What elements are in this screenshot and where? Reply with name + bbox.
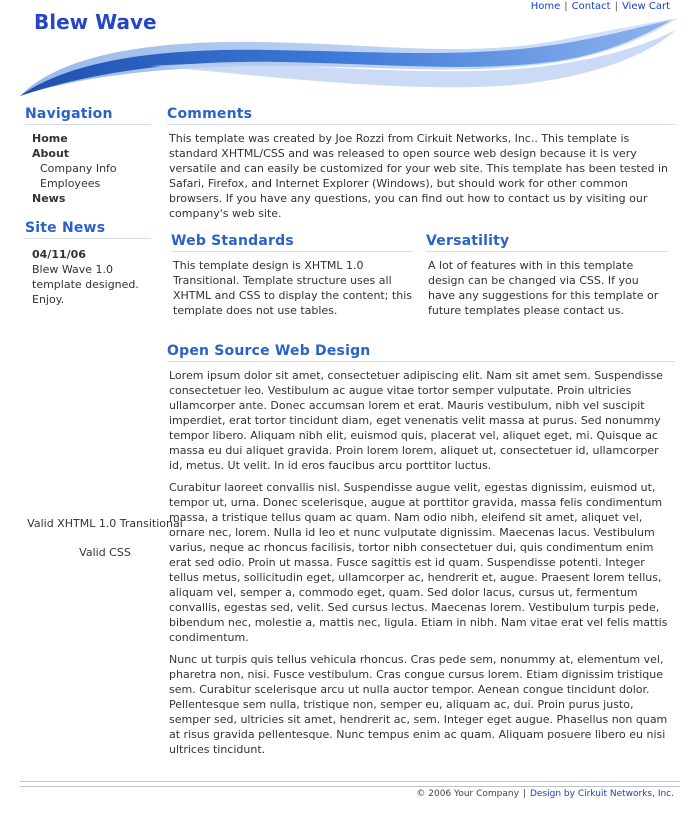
top-link-separator: |: [564, 1, 568, 12]
site-news: [25, 220, 151, 307]
nav-item-home[interactable]: Home: [32, 132, 68, 145]
two-column-section: [167, 233, 675, 329]
validation-links: [25, 516, 185, 560]
top-link-view-cart[interactable]: View Cart: [621, 1, 670, 12]
versatility-column: [426, 233, 668, 318]
open-source-section: [167, 343, 675, 757]
open-source-paragraph: Lorem ipsum dolor sit amet, consectetuer adipiscing elit. Nam sit amet sem. Suspendisse consectetuer leo. Vestibulum ac augue vitae tortor semper vulputate. Proin ultricies ullamcorper ante. Donec accumsan lorem et erat. Mauris vestibulum, nibh vel suscipit imperdiet, erat tortor tincidunt diam, eget venenatis velit massa at purus. Sed nonummy tempor libero. Aliquam nibh elit, euismod quis, placerat vel, aliquet eget, mi. Quisque ac massa eu dui aliquet gravida. Proin lorem lorem, aliquet ut, consectetuer id, ullamcorper id, metus. Ut velit. In id eros faucibus arcu porttitor luctus.: [169, 369, 663, 472]
web-standards-text: This template design is XHTML 1.0 Transitional. Template structure uses all XHTML and CSS to display the content; this template does not use tables.: [173, 259, 413, 317]
nav-item-news[interactable]: News: [32, 192, 66, 205]
versatility-title: Versatility: [426, 233, 668, 252]
top-links: [531, 1, 670, 12]
navigation-menu: [25, 131, 151, 206]
sidebar: [25, 106, 151, 307]
top-link-home[interactable]: Home: [530, 1, 561, 12]
top-link-separator: |: [614, 1, 618, 12]
versatility-text: A lot of features with in this template design can be changed via CSS. If you have any suggestions for this template or future templates please contact us.: [428, 259, 659, 317]
footer-copyright: © 2006 Your Company: [416, 789, 519, 799]
navigation-title: Navigation: [25, 106, 151, 125]
main-content: [167, 106, 675, 757]
footer-design-credit-link[interactable]: Design by Cirkuit Networks, Inc.: [529, 789, 674, 799]
nav-item-employees[interactable]: Employees: [40, 177, 101, 190]
web-standards-column: [171, 233, 413, 318]
nav-item-about[interactable]: About: [32, 147, 70, 160]
footer-divider: [20, 781, 680, 787]
valid-css-link[interactable]: Valid CSS: [79, 546, 131, 559]
open-source-paragraph: Nunc ut turpis quis tellus vehicula rhoncus. Cras pede sem, nonummy at, elementum vel, pharetra non, nisi. Fusce vestibulum. Cras congue cursus lorem. Etiam dignissim tristique sem. Curabitur scelerisque arcu ut nulla auctor tempor. Aenean congue tincidunt dolor. Pellentesque sem nulla, tristique non, semper eu, aliquam ac, dui. Proin purus justo, semper sed, ultricies sit amet, hendrerit ac, sem. Integer eget augue. Phasellus non quam at risus gravida pellentesque. Nunc tempus enim ac quam. Aliquam posuere libero eu nisi ultrices tincidunt.: [169, 653, 668, 756]
valid-xhtml-link[interactable]: Valid XHTML 1.0 Transitional: [27, 517, 183, 530]
comments-text: This template was created by Joe Rozzi from Cirkuit Networks, Inc.. This template is standard XHTML/CSS and was released to open source web design because it is very versatile and can easily be customized for your web site. This template has been tested in Safari, Firefox, and Internet Explorer (Windows), but should work for other common browsers. If you have any questions, you can find out how to contact us by visiting our company's web site.: [169, 132, 669, 220]
footer: [416, 789, 674, 799]
open-source-title: Open Source Web Design: [167, 343, 675, 362]
site-logo[interactable]: Blew Wave: [34, 10, 157, 34]
nav-item-company-info[interactable]: Company Info: [40, 162, 117, 175]
news-text: Blew Wave 1.0 template designed. Enjoy.: [32, 263, 139, 306]
web-standards-title: Web Standards: [171, 233, 413, 252]
top-link-contact[interactable]: Contact: [571, 1, 611, 12]
news-date: 04/11/06: [32, 248, 86, 261]
footer-separator: |: [522, 789, 526, 799]
comments-title: Comments: [167, 106, 675, 125]
open-source-paragraph: Curabitur laoreet convallis nisl. Suspendisse augue velit, egestas dignissim, euismod ut, tempor ut, urna. Donec scelerisque, augue at porttitor gravida, massa felis condimentum massa, a tristique tellus quam ac quam. Nam odio nibh, eleifend sit amet, aliquet vel, ornare nec, lorem. Nulla id leo et nunc vulputate dignissim. Maecenas lacus. Vestibulum varius, neque ac rhoncus facilisis, tortor nibh consectetuer dui, quis condimentum enim erat sed odio. Proin ut massa. Fusce sagittis est id quam. Suspendisse potenti. Integer tellus metus, sollicitudin eget, ullamcorper ac, hendrerit et, augue. Praesent lorem tellus, aliquam vel, semper a, commodo eget, quam. Sed dolor lacus, cursus ut, fermentum convallis, egestas sed, velit. Sed cursus lectus. Maecenas lorem. Vestibulum turpis pede, bibendum nec, molestie a, mattis nec, ligula. Etiam in nibh. Nam vitae erat vel felis mattis condimentum.: [169, 481, 668, 644]
site-news-title: Site News: [25, 220, 151, 239]
